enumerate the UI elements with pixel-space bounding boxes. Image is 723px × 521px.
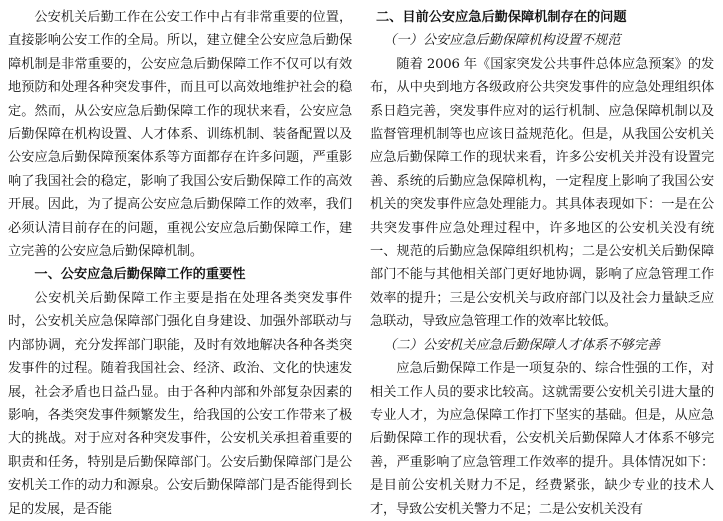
- subheading-talent-system: （二）公安机关应急后勤保障人才体系不够完善: [383, 337, 661, 353]
- importance-paragraph: 公安机关后勤保障工作主要是指在处理各类突发事件时，公安机关应急保障部门强化自身建设、加强外部联动与内部协调，充分发挥部门职能，及时有效地解决各种各类突发事件的过程。随着我国社会、经济、政治、文化的快速发展，社会矛盾也日益凸显。由于各种内部和外部复杂因素的影响，各类突发事件频繁发生，给我国的公安工作带来了极大的挑战。对于应对各种突发事件，公安机关承担着重要的职责和任务，特别是后勤保障部门。公安后勤保障部门是公安机关工作的动力和源泉。公安后勤保障部门是否能得到长足的发展，是否能: [8, 290, 352, 517]
- talent-system-paragraph: 应急后勤保障工作是一项复杂的、综合性强的工作，对相关工作人员的要求比较高。这就需要公安机关引进大量的专业人才，为应急保障工作打下坚实的基础。但是，从应急后勤保障工作的现状看，公安机关后勤保障人才体系不够完善，严重影响了应急管理工作效率的提升。具体情况如下：是目前公安机关财力不足，经费紧张，缺少专业的技术人才，导致公安机关警力不足；二是公安机关没有: [370, 361, 714, 517]
- left-column: [8, 6, 352, 517]
- section-heading-importance: 一、公安应急后勤保障工作的重要性: [34, 267, 246, 283]
- institution-setup-paragraph: 随着 2006 年《国家突发公共事件总体应急预案》的发布，从中央到地方各级政府公共突发事件的应急处理组织体系日趋完善，突发事件应对的运行机制、应急保障机制以及监督管理机制等也应该日益规范化。但是，从我国公安机关应急后勤保障工作的现状来看，许多公安机关并没有设置完善、系统的后勤应急保障机构，一定程度上影响了我国公安机关的突发事件应急处理能力。其具体表现如下：一是在公共突发事件应急处理过程中，许多地区的公安机关没有统一、规范的后勤应急保障组织机构；二是公安机关后勤保障部门不能与其他相关部门更好地协调，影响了应急管理工作效率的提升；三是公安机关与政府部门以及社会力量缺乏应急联动，导致应急管理工作的效率比较低。: [370, 56, 714, 330]
- section-heading-problems: 二、目前公安应急后勤保障机制存在的问题: [376, 10, 627, 25]
- intro-paragraph: 公安机关后勤工作在公安工作中占有非常重要的位置，直接影响公安工作的全局。所以，建立健全公安应急后勤保障机制是非常重要的，公安应急后勤保障工作不仅可以有效地预防和处理各种突发事件，而且可以高效地维护社会的稳定。然而，从公安应急后勤保障工作的现状来看，公安应急后勤保障在机构设置、人才体系、训练机制、装备配置以及公安应急后勤保障预案体系等方面都存在许多问题，严重影响了我国社会的稳定，影响了我国公安后勤保障工作的高效开展。因此，为了提高公安应急后勤保障工作的效率，我们必须认清目前存在的问题，重视公安应急后勤保障工作，建立完善的公安应急后勤保障机制。: [8, 10, 352, 260]
- subheading-institution-setup: （一）公安应急后勤保障机构设置不规范: [383, 33, 621, 49]
- right-column: [370, 6, 714, 517]
